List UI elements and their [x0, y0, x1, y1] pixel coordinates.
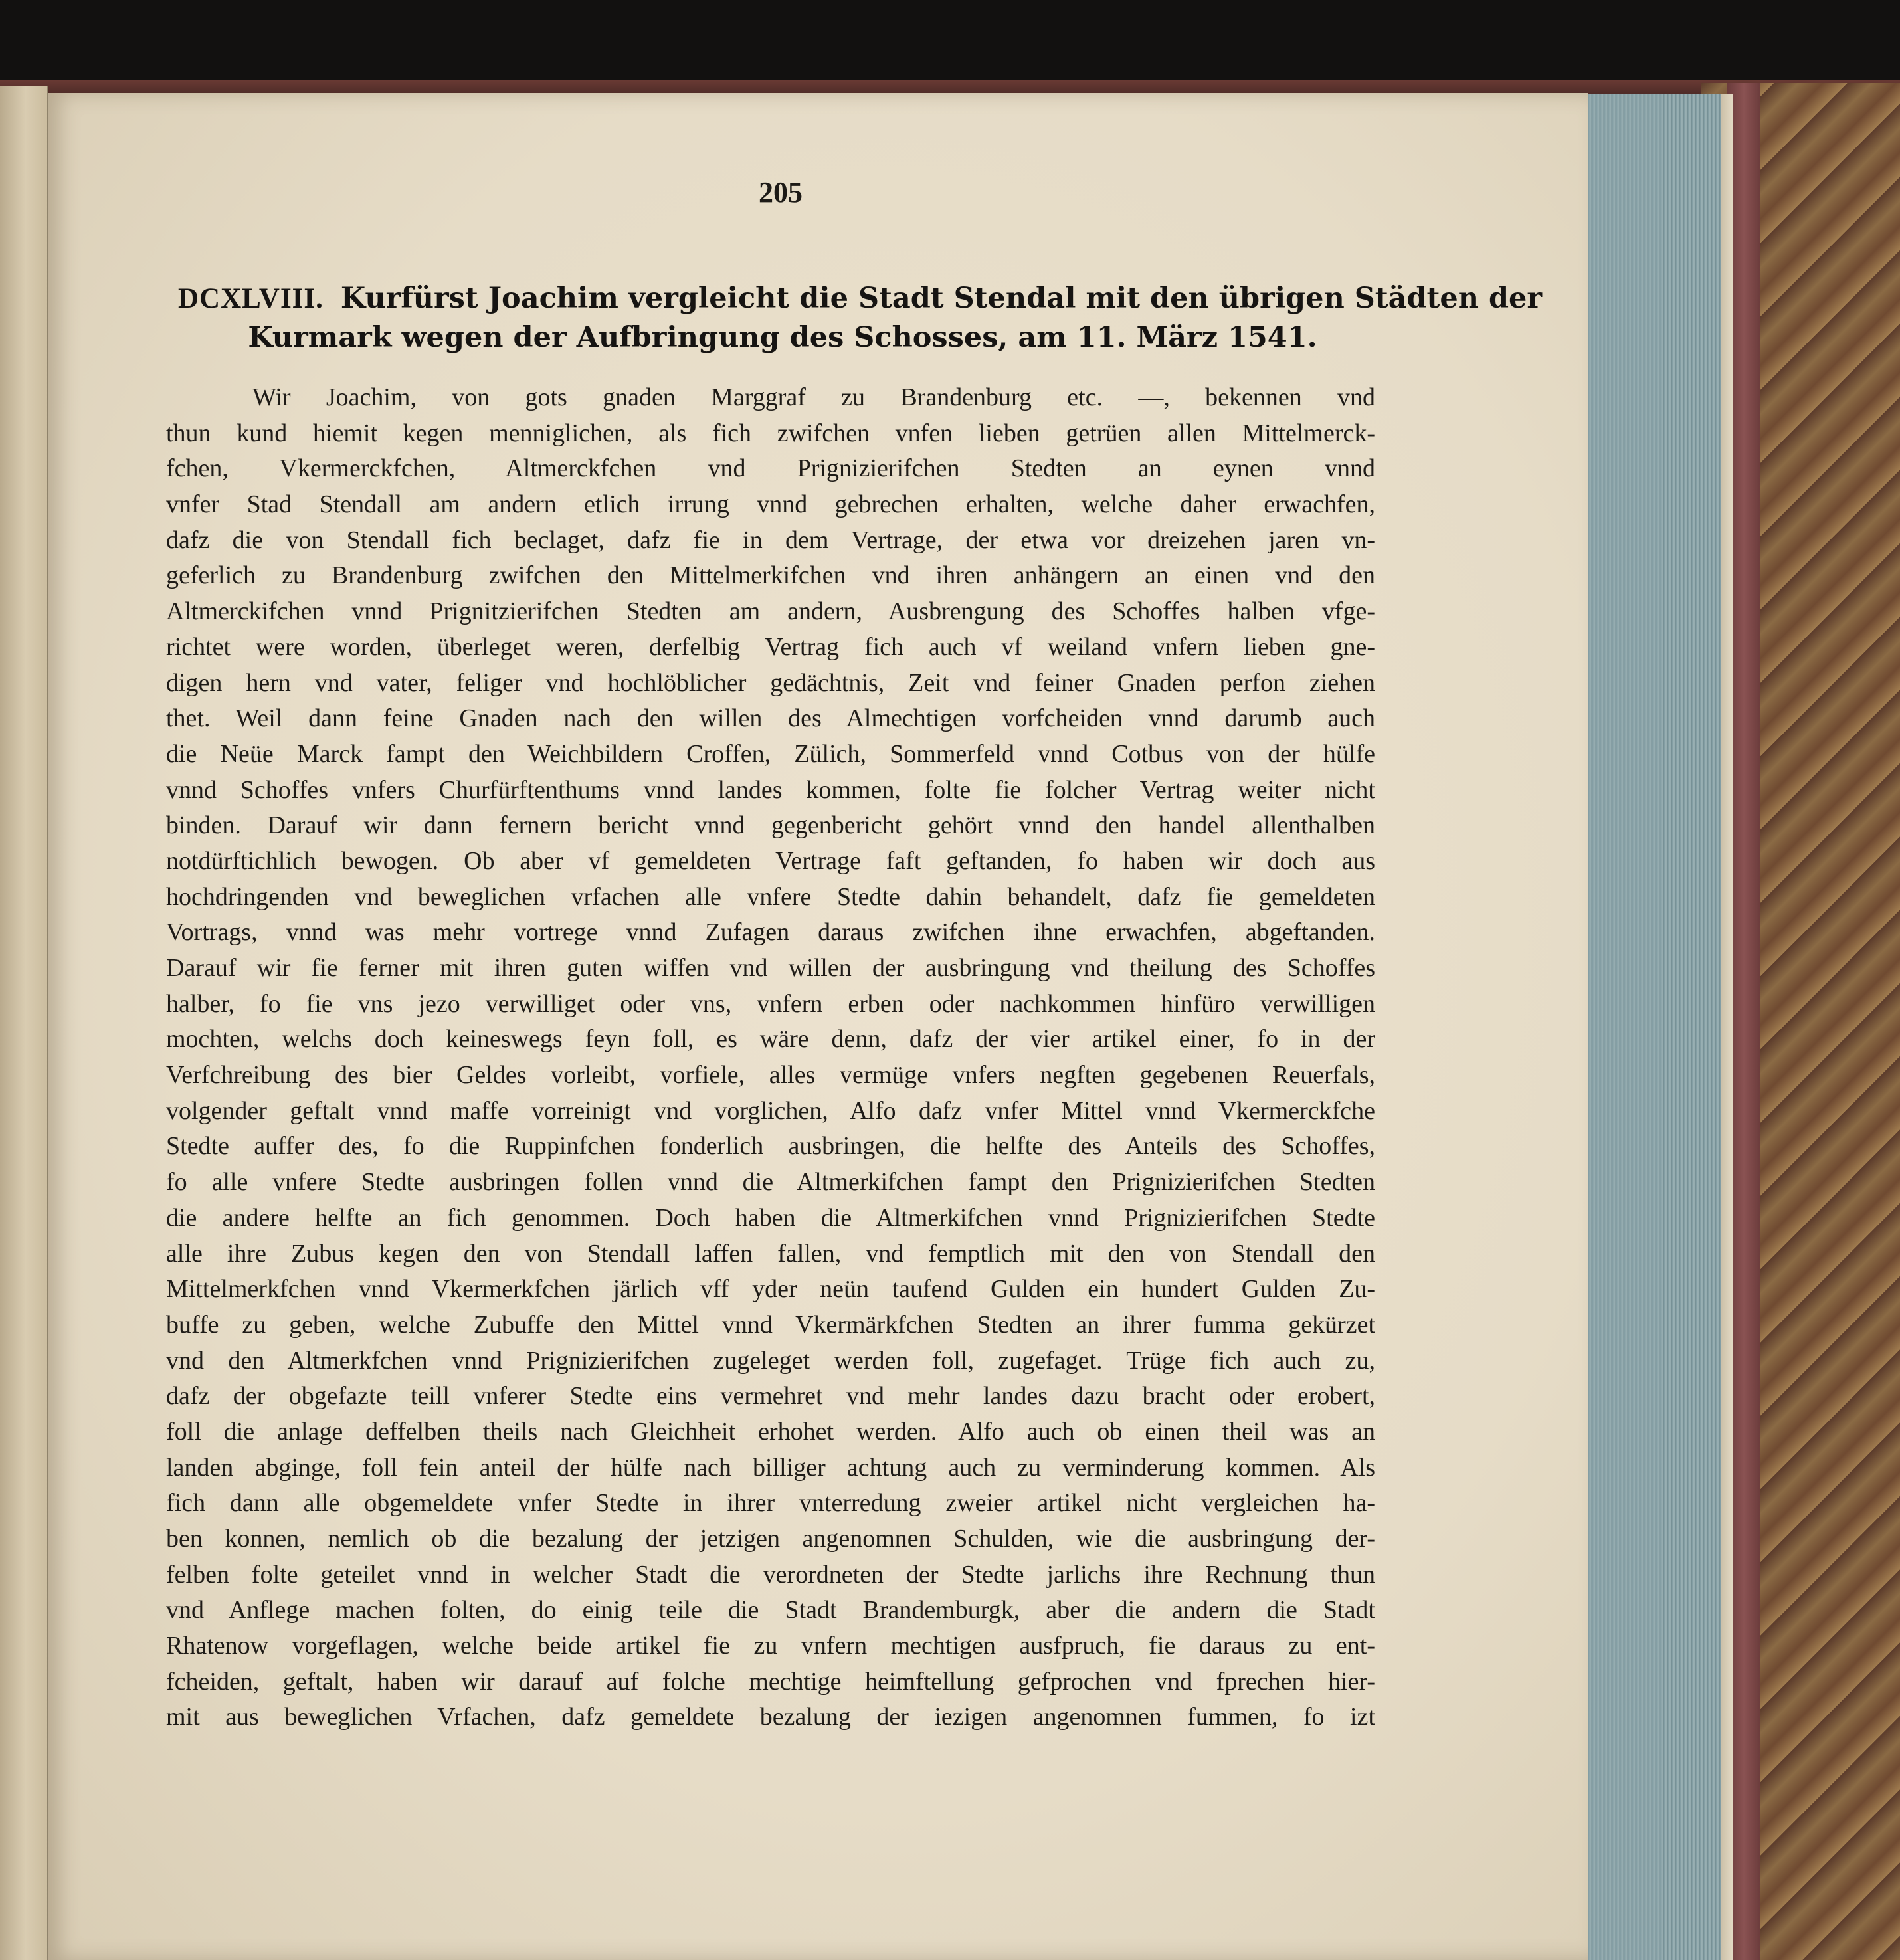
text-line: fcheiden, geftalt, haben wir darauf auf folche mechtige heimftellung gefprochen vnd fprechen hier- — [166, 1667, 1375, 1696]
text-line: landen abginge, foll fein anteil der hülfe nach billiger achtung auch zu verminderung kommen. Als — [166, 1453, 1375, 1482]
heading-line-1 — [178, 279, 1543, 318]
text-line: thun kund hiemit kegen menniglichen, als fich zwifchen vnfen lieben getrüen allen Mittelmerck- — [166, 419, 1375, 447]
text-line: Mittelmerkfchen vnnd Vkermerkfchen järlich vff yder neün taufend Gulden ein hundert Gulden Zu- — [166, 1275, 1375, 1304]
page-block-edge-light — [1721, 94, 1733, 1960]
text-line: notdürftichlich bewogen. Ob aber vf gemeldeten Vertrage faft geftanden, fo haben wir doch aus — [166, 846, 1375, 875]
text-line: dafz der obgefazte teill vnferer Stedte eins vermehret vnd mehr landes dazu bracht oder erobert, — [166, 1382, 1375, 1411]
left-page-edge — [0, 86, 48, 1960]
text-line: halber, fo fie vns jezo verwilliget oder vns, vnfern erben oder nachkommen hinfüro verwilligen — [166, 989, 1375, 1018]
heading-line-2: Kurmark wegen der Aufbringung des Schosses, am 11. März 1541. — [248, 321, 1317, 354]
text-line: buffe zu geben, welche Zubuffe den Mittel vnnd Vkermärkfchen Stedten an ihrer fumma gekürzet — [166, 1310, 1375, 1339]
text-line: hochdringenden vnd beweglichen vrfachen alle vnfere Stedte dahin behandelt, dafz fie gemeldeten — [166, 882, 1375, 911]
text-line: Darauf wir fie ferner mit ihren guten wiffen vnd willen der ausbringung vnd theilung des Schoffes — [166, 954, 1375, 982]
text-line: richtet were worden, überleget weren, derfelbig Vertrag fich auch vf weiland vnfern lieben gne- — [166, 633, 1375, 661]
text-line: Altmerckifchen vnnd Prignitzierifchen Stedten am andern, Ausbrengung des Schoffes halben vfge- — [166, 597, 1375, 626]
text-line: Vortrags, vnnd was mehr vortrege vnnd Zufagen daraus zwifchen ihne erwachfen, abgeftanden. — [166, 918, 1375, 947]
document-heading — [178, 279, 1543, 357]
text-line: Verfchreibung des bier Geldes vorleibt, vorfiele, alles vermüge vnfers negften gegebenen Reuerfals, — [166, 1061, 1375, 1090]
text-line: vnd den Altmerkfchen vnnd Prignizierifchen zugeleget werden foll, zugefaget. Trüge fich auch zu, — [166, 1346, 1375, 1375]
text-line: fich dann alle obgemeldete vnfer Stedte in ihrer vnterredung zweier artikel nicht vergleichen ha- — [166, 1489, 1375, 1518]
text-line: geferlich zu Brandenburg zwifchen den Mittelmerkifchen vnd ihren anhängern an einen vnd den — [166, 561, 1375, 590]
page-block-edges — [1586, 94, 1728, 1960]
page-number: 205 — [759, 176, 803, 209]
background-top — [0, 0, 1900, 80]
document-body — [166, 380, 1375, 1735]
text-line: vnnd Schoffes vnfers Churfürftenthums vnnd landes kommen, folte fie folcher Vertrag weiter nicht — [166, 775, 1375, 804]
text-line: alle ihre Zubus kegen den von Stendall laffen fallen, vnd femptlich mit den von Stendall den — [166, 1239, 1375, 1268]
text-line: Wir Joachim, von gots gnaden Marggraf zu Brandenburg etc. —, bekennen vnd — [252, 383, 1375, 411]
text-line: vnfer Stad Stendall am andern etlich irrung vnnd gebrechen erhalten, welche daher erwachfen, — [166, 490, 1375, 519]
text-line: die andere helfte an fich genommen. Doch haben die Altmerkifchen vnnd Prignizierifchen Stedte — [166, 1203, 1375, 1232]
heading-title-part-1: Kurfürst Joachim vergleicht die Stadt Stendal mit den übrigen Städten der — [340, 282, 1543, 315]
text-line: vnd Anflege machen folten, do einig teile die Stadt Brandemburgk, aber die andern die Stadt — [166, 1596, 1375, 1624]
text-line: Rhatenow vorgeflagen, welche beide artikel fie zu vnfern mechtigen ausfpruch, fie daraus zu ent- — [166, 1632, 1375, 1660]
text-line: mochten, welchs doch keineswegs feyn foll, es wäre denn, dafz der vier artikel einer, fo in der — [166, 1025, 1375, 1054]
text-line: Stedte auffer des, fo die Ruppinfchen fonderlich ausbringen, die helfte des Anteils des Schoffes, — [166, 1132, 1375, 1161]
text-line: fchen, Vkermerckfchen, Altmerckfchen vnd Prignizierifchen Stedten an eynen vnnd — [166, 454, 1375, 483]
text-line: volgender geftalt vnnd maffe vorreinigt vnd vorglichen, Alfo dafz vnfer Mittel vnnd Vkermerckfche — [166, 1096, 1375, 1125]
text-line: fo alle vnfere Stedte ausbringen follen vnnd die Altmerkifchen fampt den Prignizierifchen Stedten — [166, 1168, 1375, 1197]
heading-roman-numeral: DCXLVIII. — [178, 283, 324, 314]
text-line: foll die anlage deffelben theils nach Gleichheit erhohet werden. Alfo auch ob einen theil was an — [166, 1417, 1375, 1446]
text-line: dafz die von Stendall fich beclaget, dafz fie in dem Vertrage, der etwa vor dreizehen jaren vn- — [166, 526, 1375, 554]
text-line: digen hern vnd vater, feliger vnd hochlöblicher gedächtnis, Zeit vnd feiner Gnaden perfon ziehen — [166, 668, 1375, 697]
text-line: die Neüe Marck fampt den Weichbildern Croffen, Zülich, Sommerfeld vnnd Cotbus von der hülfe — [166, 739, 1375, 768]
text-line: mit aus beweglichen Vrfachen, dafz gemeldete bezalung der iezigen angenomnen fummen, fo izt — [166, 1703, 1375, 1731]
text-line: felben folte geteilet vnnd in welcher Stadt die verordneten der Stedte jarlichs ihre Rechnung thun — [166, 1560, 1375, 1589]
text-line: thet. Weil dann feine Gnaden nach den willen des Almechtigen vorfcheiden vnnd darumb auch — [166, 704, 1375, 733]
text-line: ben konnen, nemlich ob die bezalung der jetzigen angenomnen Schulden, wie die ausbringung der- — [166, 1525, 1375, 1553]
text-line: binden. Darauf wir dann fernern bericht vnnd gegenbericht gehört vnnd den handel allenthalben — [166, 811, 1375, 840]
